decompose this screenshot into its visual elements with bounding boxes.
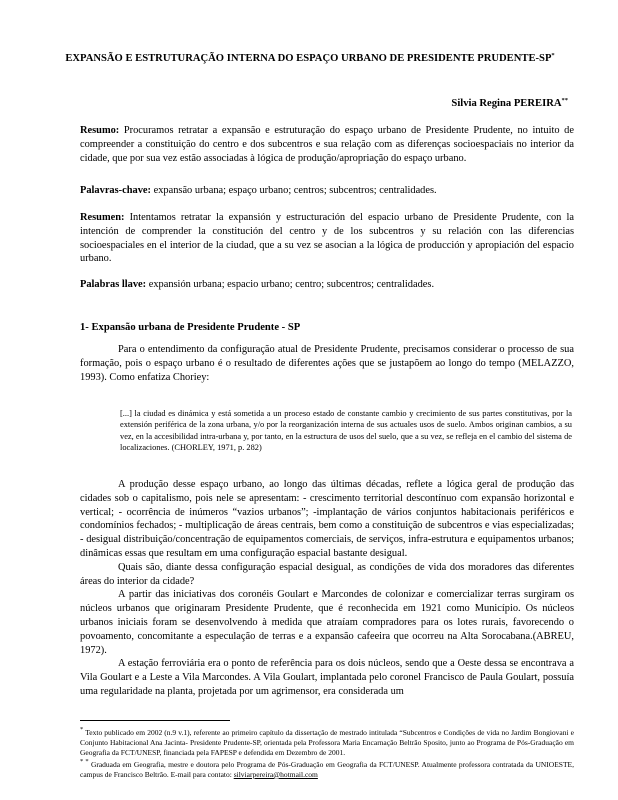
resumen-label: Resumen:: [80, 212, 125, 223]
palabras-llave-text: expansión urbana; espacio urbano; centro; subcentros; centralidades.: [148, 279, 435, 290]
author-name: Silvia Regina PEREIRA: [451, 98, 562, 109]
footnote-divider: [80, 720, 230, 721]
footnote-2: [80, 757, 574, 780]
body-block: [80, 478, 574, 699]
palavras-chave-paragraph: [80, 184, 574, 198]
palabras-llave-label: Palabras llave:: [80, 279, 147, 290]
footnote-1-text: Texto publicado em 2002 (n.9 v.1), referente ao primeiro capítulo da dissertação de mestrado intitulada “Subcentros e Condições de vida no Jardim Bongiovani e Conjunto Habitacional Ana Jacinta- Presidente Prudente-SP, orientada pela Professora Maria Encarnação Beltrão Sposito, junto ao Programa de Pós-Graduação em Geografia da FCT/UNESP, financiada pela FAPESP e defendida em Dezembro de 2001.: [80, 728, 574, 758]
title-footnote-mark: *: [551, 52, 555, 59]
body-paragraph-1: Para o entendimento da configuração atual de Presidente Prudente, precisamos considerar o processo de sua formação, pois o espaço urbano é o resultado de diferentes ações que se justapõem ao longo do tempo (MELAZZO, 1993). Como enfatiza Choriey:: [80, 344, 574, 383]
footnote-1-mark: *: [80, 726, 84, 733]
footnotes: [80, 728, 574, 781]
resumo-paragraph: [80, 124, 574, 165]
resumo-text: Procuramos retratar a expansão e estruturação do espaço urbano de Presidente Prudente, no intuito de compreender a constituição do centro e dos subcentros e sua relação com as diferenças socioespaciais no interior da cidade, que por sua vez estão associadas à lógica de produção/apropriação do espaço urbano.: [80, 125, 574, 164]
palabras-llave-paragraph: [80, 278, 574, 292]
body-paragraph-4: A partir das iniciativas dos coronéis Goulart e Marcondes de colonizar e comercializar terras surgiram os núcleos urbanos que originaram Presidente Prudente, que é reconhecida em 1921 como Município. Os núcleos urbanos iniciais foram se desenvolvendo à medida que atraíam compradores para os lotes rurais, favorecendo o povoamento, concomitante a especulação de terras e a expansão cafeeira que ocorreu na Alta Sorocabana.(ABREU, 1972).: [80, 589, 574, 656]
resumen-text: Intentamos retratar la expansión y estructuración del espacio urbano de Presidente Prudente, con la intención de comprender la constitución del centro y de los subcentros y su relación con las diferencias socioespaciales en el interior de la ciudad, que a su vez se asocian a la lógica de producción y apropiación del espacio urbano.: [80, 212, 574, 265]
contact-email-link[interactable]: silviarpereira@hotmail.com: [233, 769, 318, 779]
resumo-label: Resumo:: [80, 125, 120, 136]
resumen-paragraph: [80, 211, 574, 266]
footnote-1: [80, 728, 574, 759]
body-paragraph-2: A produção desse espaço urbano, ao longo das últimas décadas, reflete a lógica geral de produção das cidades sob o capitalismo, pois nele se apresentam: - crescimento territorial descontínuo com expansão horizontal e vertical; - ocorrência de inúmeros “vazios urbanos”; -implantação de vários conjuntos habitacionais periféricos e condomínios fechados; - multiplicação de áreas centrais, bem como a constituição de subcentros e vias especializadas; - desigual distribuição/concentração de equipamentos comerciais, de serviços, infra-estrutura e equipamentos urbanos; dinâmicas essas que resultam em uma configuração espacial bastante desigual.: [80, 479, 574, 559]
author-line: [451, 98, 568, 109]
title-text: EXPANSÃO E ESTRUTURAÇÃO INTERNA DO ESPAÇO URBANO DE PRESIDENTE PRUDENTE-SP: [65, 53, 552, 64]
body-paragraph-3: Quais são, diante dessa configuração espacial desigual, as condições de vida dos moradores das diferentes áreas do interior da cidade?: [80, 561, 574, 587]
block-quote: [...] la ciudad es dinámica y está sometida a un proceso estado de constante cambio y crecimiento de sus partes constitutivas, por la extensión periférica de la zona urbana, y/o por la reorganización interna de sus actuales usos de suelo. Ambos originan cambios, a su vez, en la accesibilidad intra-urbana y, por tanto, en la estructura de usos del suelo, que a su vez, se refleja en el cambio del sistema de localizaciones. (CHORLEY, 1971, p. 282): [120, 409, 572, 453]
palavras-chave-text: expansão urbana; espaço urbano; centros; subcentros; centralidades.: [153, 185, 437, 196]
footnote-2-text: Graduada em Geografia, mestre e doutora pelo Programa de Pós-Graduação em Geografia da FCT/UNESP. Atualmente professora contratada da UNIOESTE, campus de Francisco Beltrão. E-mail para contato:: [80, 759, 574, 779]
palavras-chave-label: Palavras-chave:: [80, 185, 151, 196]
document-title: [60, 52, 560, 66]
footnote-2-mark: * *: [80, 757, 89, 765]
section-heading: 1- Expansão urbana de Presidente Prudente - SP: [80, 322, 301, 333]
body-paragraph-5: A estação ferroviária era o ponto de referência para os dois núcleos, sendo que a Oeste dessa se encontrava a Vila Goulart e a Leste a Vila Marcondes. A Vila Goulart, implantada pelo coronel Francisco de Paula Goulart, possuía uma regularidade na planta, projetada por um agrimensor, era considerada um: [80, 658, 574, 697]
author-footnote-mark: **: [561, 97, 568, 104]
